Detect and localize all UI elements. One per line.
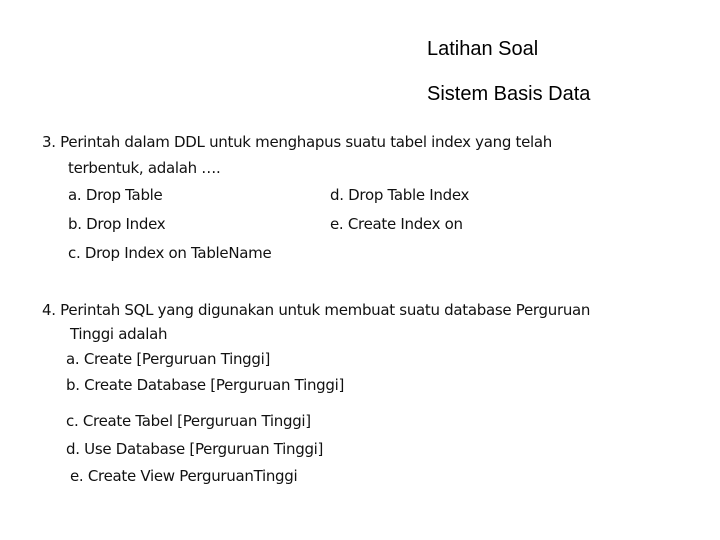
question-4-option-e: e. Create View PerguruanTinggi — [70, 467, 298, 485]
question-3-text-line1: 3. Perintah dalam DDL untuk menghapus suatu tabel index yang telah — [42, 133, 552, 151]
slide-subtitle: Sistem Basis Data — [427, 83, 591, 105]
question-4-option-b: b. Create Database [Perguruan Tinggi] — [66, 376, 345, 394]
question-3-option-c: c. Drop Index on TableName — [68, 244, 272, 262]
question-4-text-line2: Tinggi adalah — [70, 325, 168, 343]
slide-title: Latihan Soal — [427, 38, 539, 60]
question-3-text-line2: terbentuk, adalah …. — [68, 159, 221, 177]
question-3-option-a: a. Drop Table — [68, 186, 163, 204]
question-3-option-d: d. Drop Table Index — [330, 186, 470, 204]
question-3-option-b: b. Drop Index — [68, 215, 166, 233]
question-4-option-a: a. Create [Perguruan Tinggi] — [66, 350, 271, 368]
question-3-option-e: e. Create Index on — [330, 215, 463, 233]
question-4-text-line1: 4. Perintah SQL yang digunakan untuk membuat suatu database Perguruan — [42, 301, 591, 319]
question-4-option-d: d. Use Database [Perguruan Tinggi] — [66, 440, 324, 458]
question-4-option-c: c. Create Tabel [Perguruan Tinggi] — [66, 412, 311, 430]
